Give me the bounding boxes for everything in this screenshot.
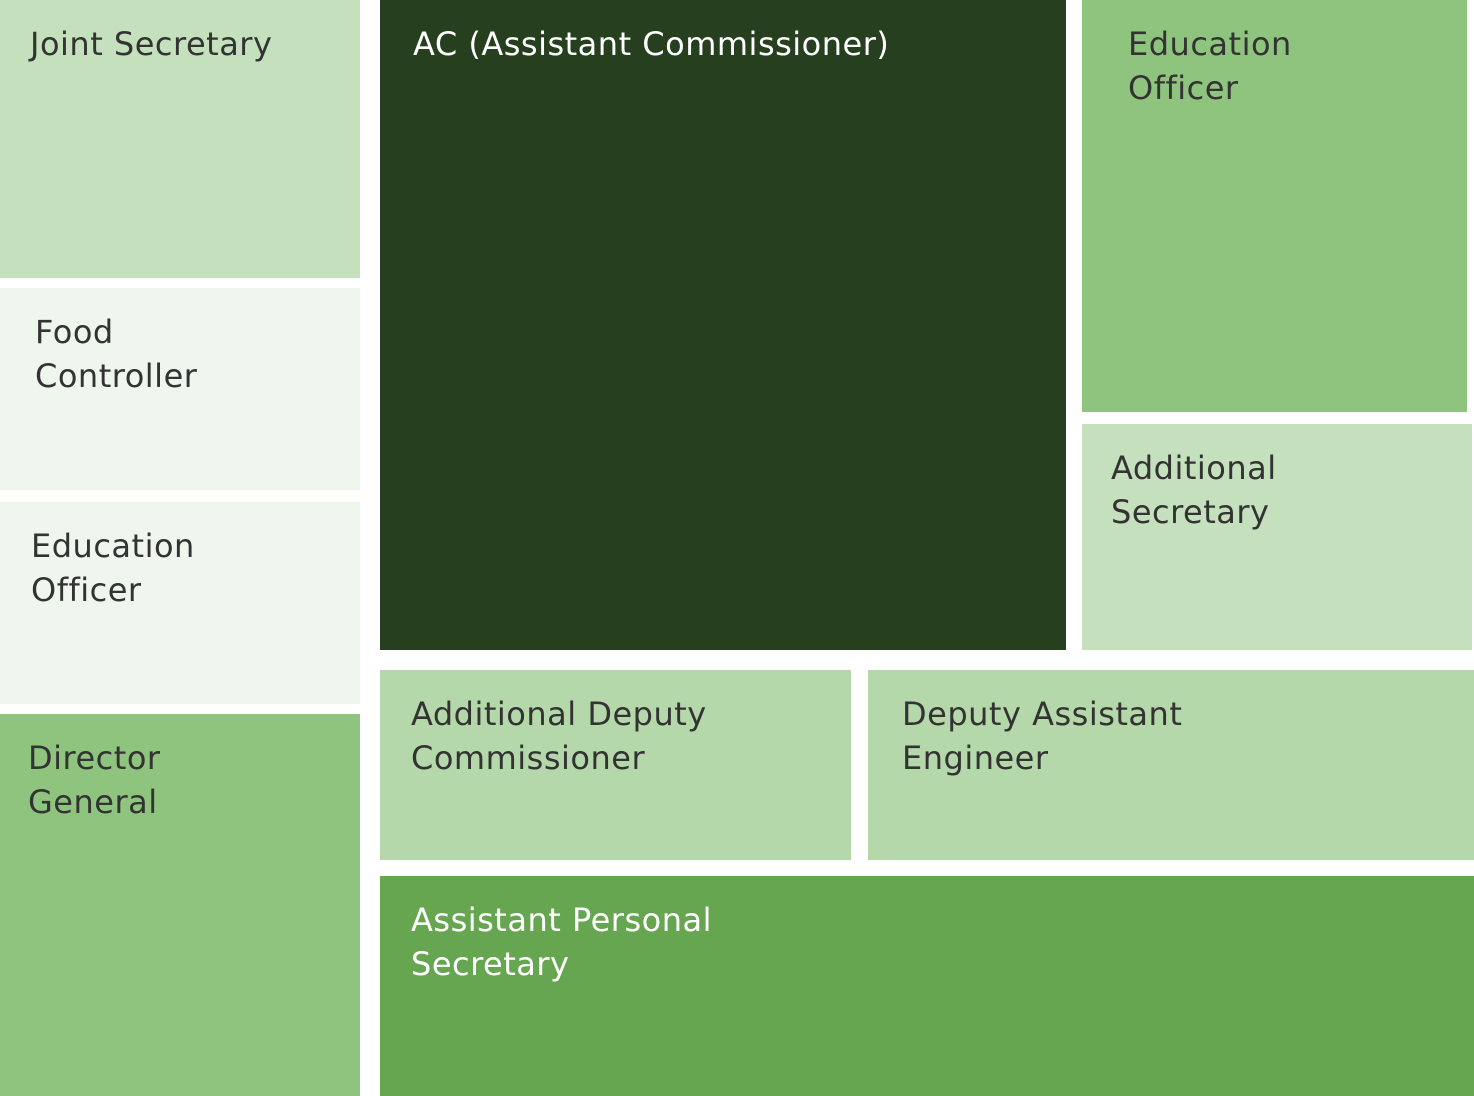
treemap-tile-label: AC (Assistant Commissioner): [413, 25, 890, 63]
treemap-tile-label: Assistant Personal Secretary: [411, 901, 712, 983]
treemap-tile: [868, 670, 1474, 860]
treemap-tile-label: Deputy Assistant Engineer: [902, 695, 1183, 777]
treemap-tile: [380, 670, 851, 860]
treemap-tile: [0, 288, 360, 490]
treemap-tile-label: Additional Deputy Commissioner: [411, 695, 707, 777]
treemap-tile: [0, 502, 360, 704]
treemap-tile-label: Director General: [28, 739, 161, 821]
treemap-tile: [380, 0, 1066, 650]
treemap-tile-label: Education Officer: [1128, 25, 1292, 107]
treemap-tile-label: Education Officer: [31, 527, 195, 609]
treemap-tile: [0, 714, 360, 1096]
treemap-tile-label: Food Controller: [35, 313, 198, 395]
treemap-tile: [0, 0, 360, 278]
treemap-tile-label: Additional Secretary: [1111, 449, 1277, 531]
treemap-tile-label: Joint Secretary: [30, 25, 273, 63]
treemap-tile: [1082, 0, 1467, 412]
treemap-tile: [380, 876, 1474, 1096]
treemap-tile: [1082, 424, 1472, 650]
